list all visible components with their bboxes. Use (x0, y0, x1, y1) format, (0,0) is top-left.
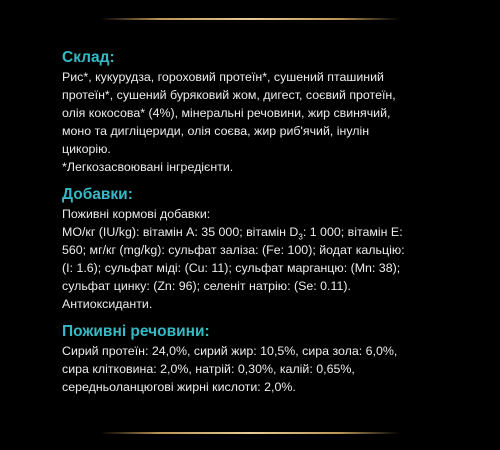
top-gold-divider (100, 18, 400, 20)
additives-vitamin-text-cont: : 1 000; вітамін Е: (302, 225, 403, 239)
composition-section (62, 49, 482, 176)
nutrients-line: сира клітковина: 2,0%, натрій: 0,30%, калій: 0,65%, (62, 362, 355, 376)
additives-section (62, 186, 482, 313)
nutrients-line: Сирий протеїн: 24,0%, сирий жир: 10,5%, сира зола: 6,0%, (62, 344, 398, 358)
composition-line: цикорію. (62, 142, 111, 156)
additives-heading: Добавки: (62, 186, 133, 203)
additives-line (62, 223, 482, 241)
additives-line: 560; мг/кг (mg/kg): сульфат заліза: (Fe: 100); йодат кальцію: (62, 243, 405, 257)
additives-vitamin-text: МО/кг (IU/kg): вітамін А: 35 000; вітамін D (62, 225, 299, 239)
composition-footnote: *Легкозасвоювані інгредієнти. (62, 160, 234, 174)
additives-line: Поживні кормові добавки: (62, 207, 211, 221)
composition-line: Рис*, кукурудза, гороховий протеїн*, сушений пташиний (62, 70, 384, 84)
vitamin-d-subscript: 3 (298, 232, 303, 242)
bottom-gold-divider (100, 432, 400, 434)
nutrients-line: середньоланцюгові жирні кислоти: 2,0%. (62, 380, 296, 394)
composition-line: моно та дигліцериди, олія соєва, жир риб'ячий, інулін (62, 124, 370, 138)
nutrients-heading: Поживні речовини: (62, 323, 210, 340)
additives-line: Антиоксиданти. (62, 297, 153, 311)
composition-heading: Склад: (62, 49, 115, 66)
additives-line: (I: 1.6); сульфат міді: (Cu: 11); сульфат марганцю: (Mn: 38); (62, 261, 401, 275)
composition-line: протеїн*, сушений буряковий жом, дигест, соєвий протеїн, (62, 88, 396, 102)
additives-line: сульфат цинку: (Zn: 96); селеніт натрію: (Se: 0.11). (62, 279, 351, 293)
nutrients-section (62, 323, 482, 396)
composition-line: олія кокосова* (4%), мінеральні речовини, жир свинячий, (62, 106, 391, 120)
